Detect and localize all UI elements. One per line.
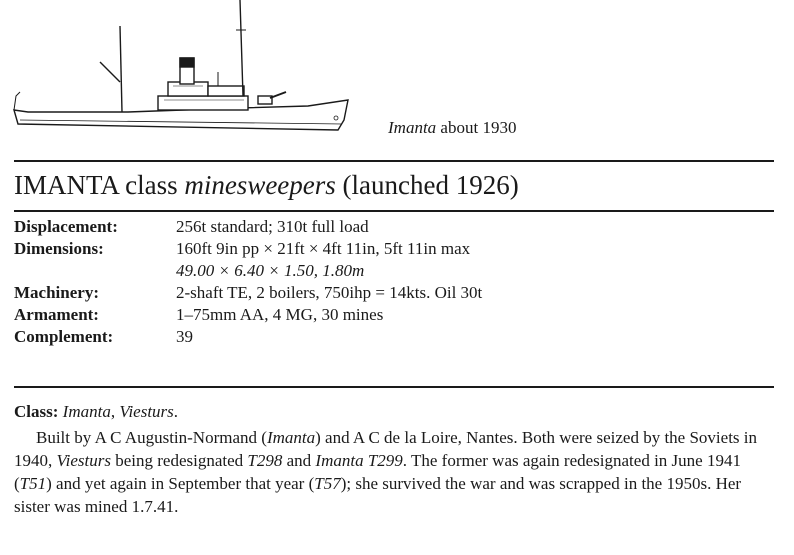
spec-machinery: Machinery: 2-shaft TE, 2 boilers, 750ihp = 14kts. Oil 30t xyxy=(14,283,483,302)
top-rule xyxy=(14,160,774,162)
spec-complement: Complement: 39 xyxy=(14,327,193,346)
specifications-table xyxy=(14,216,482,348)
spec-displacement: Displacement: 256t standard; 310t full load xyxy=(14,217,369,236)
history-paragraph: Built by A C Augustin-Normand (Imanta) and A C de la Loire, Nantes. Both were seized by the Soviets in 1940, Viesturs being redesignated T298 and Imanta T299. The former was again redesignated in June 1941 (T51) and yet again in September that year (T57); she survived the war and was scrapped in the 1950s. Her sister was mined 1.7.41. xyxy=(14,428,758,516)
class-members: Class: Imanta, Viesturs. xyxy=(14,402,179,421)
bottom-rule xyxy=(14,386,774,388)
ship-profile-drawing xyxy=(8,0,358,140)
class-heading: IMANTA class minesweepers (launched 1926) xyxy=(14,170,519,200)
spec-dimensions: Dimensions: 160ft 9in pp × 21ft × 4ft 11in, 5ft 11in max 49.00 × 6.40 × 1.50, 1.80m xyxy=(14,239,471,280)
dimensions-metric: 49.00 × 6.40 × 1.50, 1.80m xyxy=(176,261,365,280)
spec-armament: Armament: 1–75mm AA, 4 MG, 30 mines xyxy=(14,305,384,324)
figure-caption: Imanta about 1930 xyxy=(388,118,517,137)
heading-rule xyxy=(14,210,774,212)
